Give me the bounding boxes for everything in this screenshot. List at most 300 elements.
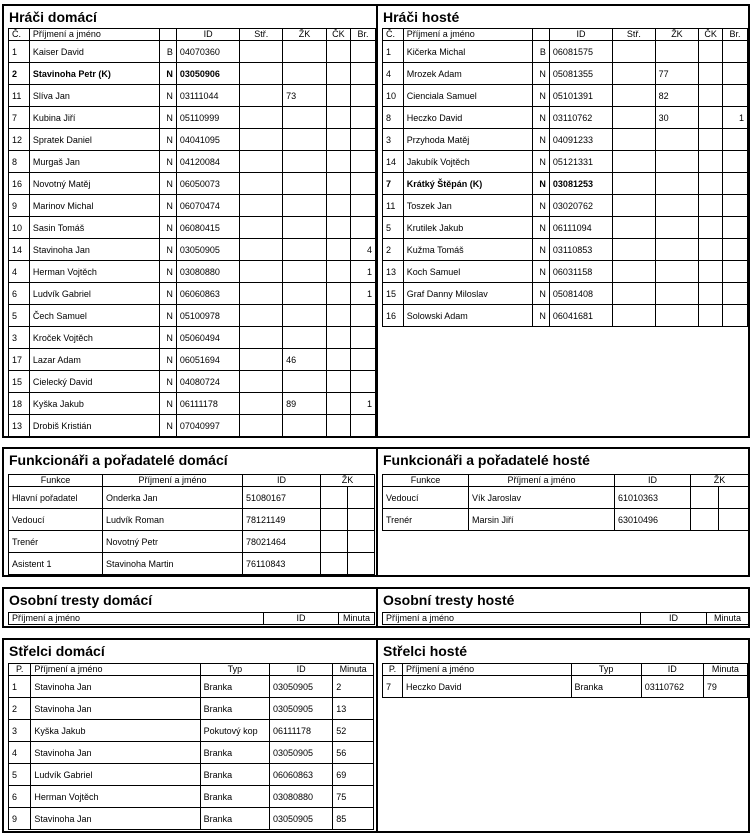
col-position: P. — [383, 664, 403, 676]
cell-id: 04080724 — [176, 371, 240, 393]
table-row — [383, 107, 748, 129]
cell-br — [350, 327, 375, 349]
cell-no: 4 — [383, 63, 404, 85]
table-row — [9, 371, 376, 393]
away-scorers-table — [382, 663, 748, 698]
table-row — [9, 261, 376, 283]
table-row — [9, 63, 376, 85]
cell-name: Stavinoha Martin — [103, 553, 243, 575]
cell-minute: 52 — [333, 720, 374, 742]
cell-rc — [326, 63, 350, 85]
cell-br — [723, 173, 748, 195]
cell-flag: N — [160, 63, 177, 85]
cell-name: Przyhoda Matěj — [403, 129, 533, 151]
cell-br — [350, 415, 375, 437]
cell-br: 1 — [350, 261, 375, 283]
col-name: Příjmení a jméno — [469, 475, 615, 487]
cell-no: 7 — [383, 173, 404, 195]
cell-id: 03020762 — [549, 195, 612, 217]
cell-minute: 56 — [333, 742, 374, 764]
col-minute: Minuta — [333, 664, 374, 676]
cell-rc — [326, 217, 350, 239]
cell-id: 03080880 — [176, 261, 240, 283]
table-row — [9, 129, 376, 151]
cell-rc — [326, 195, 350, 217]
cell-goals — [240, 195, 283, 217]
cell-goals — [613, 195, 656, 217]
cell-name: Kužma Tomáš — [403, 239, 533, 261]
cell-br — [350, 63, 375, 85]
cell-name: Stavinoha Petr (K) — [29, 63, 159, 85]
col-id: ID — [176, 29, 240, 41]
table-row — [383, 217, 748, 239]
cell-id: 03050905 — [176, 239, 240, 261]
home-scorers-title: Střelci domácí — [9, 643, 105, 659]
cell-name: Ludvík Gabriel — [29, 283, 159, 305]
cell-yc — [655, 261, 699, 283]
cell-role: Trenér — [383, 509, 469, 531]
cell-flag: N — [533, 305, 550, 327]
cell-flag: N — [533, 107, 550, 129]
cell-rc — [326, 107, 350, 129]
penalties-section — [2, 587, 750, 628]
cell-id: 05081355 — [549, 63, 612, 85]
cell-name: Kroček Vojtěch — [29, 327, 159, 349]
table-row — [383, 195, 748, 217]
cell-id: 06070474 — [176, 195, 240, 217]
cell-id: 07040997 — [176, 415, 240, 437]
cell-no: 7 — [9, 107, 30, 129]
cell-br — [350, 305, 375, 327]
cell-id: 03081253 — [549, 173, 612, 195]
cell-goals — [613, 217, 656, 239]
cell-id: 76110843 — [243, 553, 321, 575]
cell-name: Cienciala Samuel — [403, 85, 533, 107]
table-row — [383, 305, 748, 327]
cell-no: 18 — [9, 393, 30, 415]
cell-flag: N — [160, 283, 177, 305]
cell-goals — [240, 327, 283, 349]
away-penalties-table — [382, 612, 749, 625]
cell-name: Vík Jaroslav — [469, 487, 615, 509]
col-name: Příjmení a jméno — [403, 664, 571, 676]
cell-no: 13 — [9, 415, 30, 437]
cell-goals — [613, 261, 656, 283]
section-divider — [376, 6, 378, 436]
cell-yc — [655, 217, 699, 239]
cell-rc — [326, 85, 350, 107]
cell-name: Cielecký David — [29, 371, 159, 393]
table-row — [383, 41, 748, 63]
cell-id: 05100978 — [176, 305, 240, 327]
cell-no: 5 — [9, 305, 30, 327]
cell-rc — [699, 41, 723, 63]
cell-yc — [283, 129, 327, 151]
col-id: ID — [615, 475, 691, 487]
cell-br — [350, 151, 375, 173]
cell-flag: N — [160, 151, 177, 173]
cell-rc — [699, 195, 723, 217]
cell-role: Vedoucí — [9, 509, 103, 531]
cell-no: 8 — [9, 151, 30, 173]
col-role: Funkce — [383, 475, 469, 487]
cell-goals — [240, 349, 283, 371]
col-name: Příjmení a jméno — [403, 29, 533, 41]
cell-id: 06060863 — [176, 283, 240, 305]
cell-id: 06060863 — [269, 764, 332, 786]
col-name: Příjmení a jméno — [9, 613, 264, 625]
away-penalties-title: Osobní tresty hosté — [383, 592, 515, 608]
table-row — [383, 261, 748, 283]
cell-flag: N — [160, 371, 177, 393]
cell-name: Novotný Petr — [103, 531, 243, 553]
cell-yc — [321, 553, 348, 575]
cell-id: 05101391 — [549, 85, 612, 107]
col-role: Funkce — [9, 475, 103, 487]
cell-br: 1 — [350, 283, 375, 305]
cell-no: 12 — [9, 129, 30, 151]
col-red-card: ČK — [326, 29, 350, 41]
cell-no: 9 — [9, 195, 30, 217]
cell-id: 03050905 — [269, 676, 332, 698]
cell-goals — [240, 85, 283, 107]
cell-br: 4 — [350, 239, 375, 261]
cell-br — [723, 217, 748, 239]
cell-minute: 2 — [333, 676, 374, 698]
cell-flag: N — [160, 239, 177, 261]
cell-yc — [283, 239, 327, 261]
cell-flag: N — [533, 151, 550, 173]
table-row — [9, 327, 376, 349]
cell-rc — [699, 261, 723, 283]
cell-blank — [719, 509, 749, 531]
col-id: ID — [243, 475, 321, 487]
cell-rc — [326, 305, 350, 327]
home-players-title: Hráči domácí — [9, 9, 97, 25]
cell-flag: N — [533, 217, 550, 239]
cell-rc — [699, 283, 723, 305]
table-row — [9, 487, 375, 509]
col-name: Příjmení a jméno — [29, 29, 159, 41]
cell-no: 1 — [383, 41, 404, 63]
cell-flag: N — [533, 283, 550, 305]
table-row — [9, 786, 374, 808]
cell-name: Krutilek Jakub — [403, 217, 533, 239]
cell-type: Branka — [200, 698, 269, 720]
cell-goals — [613, 85, 656, 107]
col-id: ID — [264, 613, 339, 625]
cell-yc — [655, 305, 699, 327]
cell-name: Stavinoha Jan — [31, 698, 200, 720]
cell-flag: N — [160, 173, 177, 195]
home-officials-table — [8, 474, 375, 575]
table-row — [9, 415, 376, 437]
col-position: P. — [9, 664, 31, 676]
cell-no: 17 — [9, 349, 30, 371]
cell-id: 03110853 — [549, 239, 612, 261]
cell-yc: 30 — [655, 107, 699, 129]
table-row — [9, 41, 376, 63]
col-br: Br. — [350, 29, 375, 41]
table-row — [9, 283, 376, 305]
cell-name: Novotný Matěj — [29, 173, 159, 195]
cell-yc — [283, 195, 327, 217]
cell-id: 06081575 — [549, 41, 612, 63]
cell-flag: N — [533, 195, 550, 217]
cell-rc — [699, 151, 723, 173]
cell-name: Spratek Daniel — [29, 129, 159, 151]
cell-name: Ludvík Roman — [103, 509, 243, 531]
cell-yc — [283, 173, 327, 195]
section-divider — [376, 640, 378, 831]
cell-name: Stavinoha Jan — [31, 742, 200, 764]
cell-flag: N — [160, 129, 177, 151]
cell-name: Koch Samuel — [403, 261, 533, 283]
cell-id: 06051694 — [176, 349, 240, 371]
cell-br — [350, 217, 375, 239]
away-scorers-title: Střelci hosté — [383, 643, 468, 659]
cell-id: 03050906 — [176, 63, 240, 85]
cell-no: 16 — [383, 305, 404, 327]
table-row — [9, 509, 375, 531]
away-players-title: Hráči hosté — [383, 9, 460, 25]
col-yellow-card: ŽK — [283, 29, 327, 41]
cell-yc: 82 — [655, 85, 699, 107]
col-flag — [160, 29, 177, 41]
col-flag — [533, 29, 550, 41]
col-type: Typ — [571, 664, 641, 676]
cell-goals — [240, 239, 283, 261]
cell-yc — [283, 217, 327, 239]
cell-id: 63010496 — [615, 509, 691, 531]
cell-goals — [240, 305, 283, 327]
cell-id: 03111044 — [176, 85, 240, 107]
cell-br — [723, 195, 748, 217]
cell-name: Jakubík Vojtěch — [403, 151, 533, 173]
cell-no: 2 — [9, 698, 31, 720]
cell-yc — [283, 63, 327, 85]
cell-type: Branka — [200, 786, 269, 808]
cell-goals — [240, 371, 283, 393]
table-row — [9, 676, 374, 698]
cell-goals — [240, 415, 283, 437]
cell-yc — [655, 173, 699, 195]
cell-id: 05110999 — [176, 107, 240, 129]
cell-flag: N — [533, 63, 550, 85]
cell-minute: 85 — [333, 808, 374, 830]
cell-no: 4 — [9, 261, 30, 283]
table-row — [9, 393, 376, 415]
cell-id: 05121331 — [549, 151, 612, 173]
cell-id: 03110762 — [549, 107, 612, 129]
col-goals: Stř. — [240, 29, 283, 41]
col-minute: Minuta — [339, 613, 375, 625]
cell-yc — [283, 41, 327, 63]
away-officials-title: Funkcionáři a pořadatelé hosté — [383, 452, 590, 468]
cell-br — [350, 107, 375, 129]
cell-flag: B — [160, 41, 177, 63]
cell-name: Heczko David — [403, 107, 533, 129]
cell-id: 04120084 — [176, 151, 240, 173]
officials-section — [2, 447, 750, 577]
cell-name: Lazar Adam — [29, 349, 159, 371]
cell-blank — [348, 509, 375, 531]
cell-rc — [326, 371, 350, 393]
cell-br — [350, 85, 375, 107]
cell-name: Kubina Jiří — [29, 107, 159, 129]
cell-rc — [699, 217, 723, 239]
cell-flag: N — [160, 349, 177, 371]
cell-rc — [699, 239, 723, 261]
cell-br — [723, 129, 748, 151]
table-row — [9, 808, 374, 830]
cell-yc — [655, 151, 699, 173]
cell-flag: N — [160, 393, 177, 415]
table-row — [383, 283, 748, 305]
cell-no: 14 — [383, 151, 404, 173]
cell-rc — [699, 129, 723, 151]
table-row — [9, 85, 376, 107]
cell-yc — [283, 371, 327, 393]
cell-no: 3 — [9, 327, 30, 349]
cell-no: 16 — [9, 173, 30, 195]
cell-rc — [326, 327, 350, 349]
cell-no: 4 — [9, 742, 31, 764]
cell-id: 05081408 — [549, 283, 612, 305]
cell-no: 8 — [383, 107, 404, 129]
cell-name: Čech Samuel — [29, 305, 159, 327]
cell-yc: 89 — [283, 393, 327, 415]
cell-name: Solowski Adam — [403, 305, 533, 327]
cell-goals — [613, 129, 656, 151]
cell-id: 78121149 — [243, 509, 321, 531]
cell-br — [723, 283, 748, 305]
cell-goals — [240, 217, 283, 239]
table-row — [383, 487, 749, 509]
cell-yc — [321, 509, 348, 531]
cell-id: 06050073 — [176, 173, 240, 195]
cell-flag: N — [533, 261, 550, 283]
cell-no: 9 — [9, 808, 31, 830]
cell-br — [350, 41, 375, 63]
col-id: ID — [549, 29, 612, 41]
cell-role: Asistent 1 — [9, 553, 103, 575]
cell-type: Branka — [200, 764, 269, 786]
cell-br — [350, 371, 375, 393]
cell-id: 03110762 — [641, 676, 703, 698]
table-row — [383, 173, 748, 195]
cell-rc — [326, 261, 350, 283]
cell-no: 5 — [383, 217, 404, 239]
cell-no: 6 — [9, 786, 31, 808]
cell-id: 04041095 — [176, 129, 240, 151]
cell-name: Kaiser David — [29, 41, 159, 63]
cell-goals — [240, 129, 283, 151]
cell-yc: 46 — [283, 349, 327, 371]
cell-br — [350, 195, 375, 217]
cell-rc — [326, 415, 350, 437]
table-row — [9, 173, 376, 195]
cell-goals — [240, 107, 283, 129]
cell-no: 13 — [383, 261, 404, 283]
home-players-table — [8, 28, 376, 437]
cell-br — [723, 239, 748, 261]
cell-name: Drobiš Kristián — [29, 415, 159, 437]
col-yellow-card: ŽK — [321, 475, 375, 487]
cell-id: 06041681 — [549, 305, 612, 327]
cell-goals — [240, 393, 283, 415]
col-yellow-card: ŽK — [691, 475, 749, 487]
col-id: ID — [269, 664, 332, 676]
table-row — [383, 676, 748, 698]
cell-name: Stavinoha Jan — [31, 676, 200, 698]
cell-flag: N — [160, 327, 177, 349]
cell-name: Toszek Jan — [403, 195, 533, 217]
cell-flag: N — [160, 107, 177, 129]
cell-rc — [326, 129, 350, 151]
cell-name: Kyška Jakub — [31, 720, 200, 742]
col-id: ID — [641, 664, 703, 676]
cell-blank — [348, 531, 375, 553]
cell-name: Onderka Jan — [103, 487, 243, 509]
cell-no: 2 — [9, 63, 30, 85]
cell-br — [350, 173, 375, 195]
cell-no: 1 — [9, 41, 30, 63]
cell-id: 03050905 — [269, 742, 332, 764]
cell-role: Vedoucí — [383, 487, 469, 509]
cell-yc — [321, 487, 348, 509]
table-row — [9, 151, 376, 173]
col-number: Č. — [383, 29, 404, 41]
cell-id: 06111094 — [549, 217, 612, 239]
col-name: Příjmení a jméno — [31, 664, 200, 676]
cell-rc — [699, 173, 723, 195]
table-row — [383, 151, 748, 173]
cell-name: Stavinoha Jan — [29, 239, 159, 261]
home-officials-title: Funkcionáři a pořadatelé domácí — [9, 452, 228, 468]
col-yellow-card: ŽK — [655, 29, 699, 41]
cell-yc — [321, 531, 348, 553]
cell-name: Marinov Michal — [29, 195, 159, 217]
col-br: Br. — [723, 29, 748, 41]
cell-minute: 13 — [333, 698, 374, 720]
cell-blank — [719, 487, 749, 509]
home-penalties-title: Osobní tresty domácí — [9, 592, 153, 608]
cell-yc — [283, 261, 327, 283]
col-name: Příjmení a jméno — [103, 475, 243, 487]
cell-goals — [240, 173, 283, 195]
cell-flag: N — [160, 85, 177, 107]
table-row — [9, 195, 376, 217]
cell-id: 04070360 — [176, 41, 240, 63]
cell-id: 04091233 — [549, 129, 612, 151]
cell-yc — [283, 415, 327, 437]
cell-yc — [283, 305, 327, 327]
cell-minute: 75 — [333, 786, 374, 808]
cell-no: 5 — [9, 764, 31, 786]
cell-rc — [699, 63, 723, 85]
cell-id: 06031158 — [549, 261, 612, 283]
cell-flag: N — [533, 85, 550, 107]
table-row — [9, 305, 376, 327]
cell-br — [723, 63, 748, 85]
cell-goals — [240, 261, 283, 283]
players-section — [2, 4, 750, 438]
cell-name: Sasin Tomáš — [29, 217, 159, 239]
cell-br — [723, 41, 748, 63]
cell-br — [723, 85, 748, 107]
table-row — [9, 349, 376, 371]
